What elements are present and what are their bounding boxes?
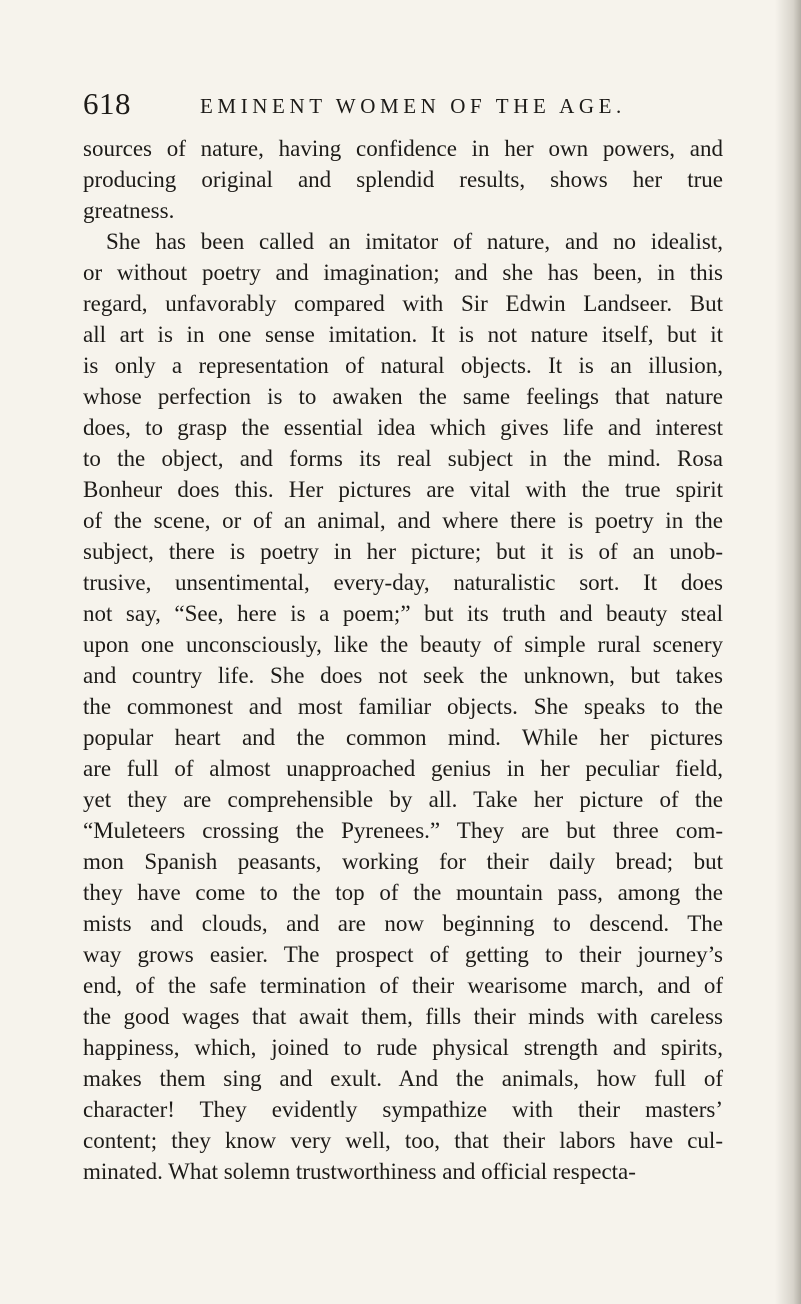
- text-line: minated. What solemn trustworthiness and official respecta-: [83, 1159, 636, 1184]
- text-line: content; they know very well, too, that their labors have cul-: [83, 1128, 723, 1153]
- text-line: upon one unconsciously, like the beauty of simple rural scenery: [83, 632, 723, 657]
- paragraph: [83, 226, 723, 1187]
- text-line: character! They evidently sympathize with their masters’: [83, 1097, 723, 1122]
- text-line: to the object, and forms its real subject in the mind. Rosa: [83, 446, 723, 471]
- text-line: trusive, unsentimental, every-day, naturalistic sort. It does: [83, 570, 723, 595]
- text-line: regard, unfavorably compared with Sir Edwin Landseer. But: [83, 291, 723, 316]
- running-head: [83, 84, 723, 124]
- text-line: all art is in one sense imitation. It is not nature itself, but it: [83, 322, 723, 347]
- text-line: producing original and splendid results, shows her true: [83, 167, 723, 192]
- paragraph: [83, 133, 723, 226]
- text-line: is only a representation of natural objects. It is an illusion,: [83, 353, 723, 378]
- text-line: end, of the safe termination of their wearisome march, and of: [83, 973, 723, 998]
- text-line: are full of almost unapproached genius in her peculiar field,: [83, 756, 723, 781]
- page-edge-shadow: [775, 0, 801, 1304]
- page-number: 618: [83, 86, 131, 121]
- text-line: yet they are comprehensible by all. Take her picture of the: [83, 787, 723, 812]
- text-line: happiness, which, joined to rude physical strength and spirits,: [83, 1035, 723, 1060]
- text-line: mists and clouds, and are now beginning to descend. The: [83, 911, 723, 936]
- text-line: does, to grasp the essential idea which gives life and interest: [83, 415, 723, 440]
- text-line: greatness.: [83, 198, 175, 223]
- text-line: the good wages that await them, fills their minds with careless: [83, 1004, 723, 1029]
- text-line: “Muleteers crossing the Pyrenees.” They are but three com-: [83, 818, 723, 843]
- text-line: mon Spanish peasants, working for their daily bread; but: [83, 849, 723, 874]
- text-line: sources of nature, having confidence in her own powers, and: [83, 136, 723, 161]
- text-line: or without poetry and imagination; and she has been, in this: [83, 260, 723, 285]
- text-line: of the scene, or of an animal, and where there is poetry in the: [83, 508, 723, 533]
- text-line: popular heart and the common mind. While her pictures: [83, 725, 723, 750]
- text-line: not say, “See, here is a poem;” but its truth and beauty steal: [83, 601, 723, 626]
- body-text: [83, 133, 723, 1187]
- text-line: way grows easier. The prospect of getting to their journey’s: [83, 942, 723, 967]
- running-head-title: EMINENT WOMEN OF THE AGE.: [200, 94, 626, 118]
- text-line: She has been called an imitator of nature, and no idealist,: [106, 229, 723, 254]
- text-line: they have come to the top of the mountain pass, among the: [83, 880, 723, 905]
- text-line: and country life. She does not seek the unknown, but takes: [83, 663, 723, 688]
- text-line: the commonest and most familiar objects. She speaks to the: [83, 694, 723, 719]
- text-line: makes them sing and exult. And the animals, how full of: [83, 1066, 723, 1091]
- text-line: subject, there is poetry in her picture; but it is of an unob-: [83, 539, 723, 564]
- text-line: Bonheur does this. Her pictures are vital with the true spirit: [83, 477, 723, 502]
- text-line: whose perfection is to awaken the same feelings that nature: [83, 384, 723, 409]
